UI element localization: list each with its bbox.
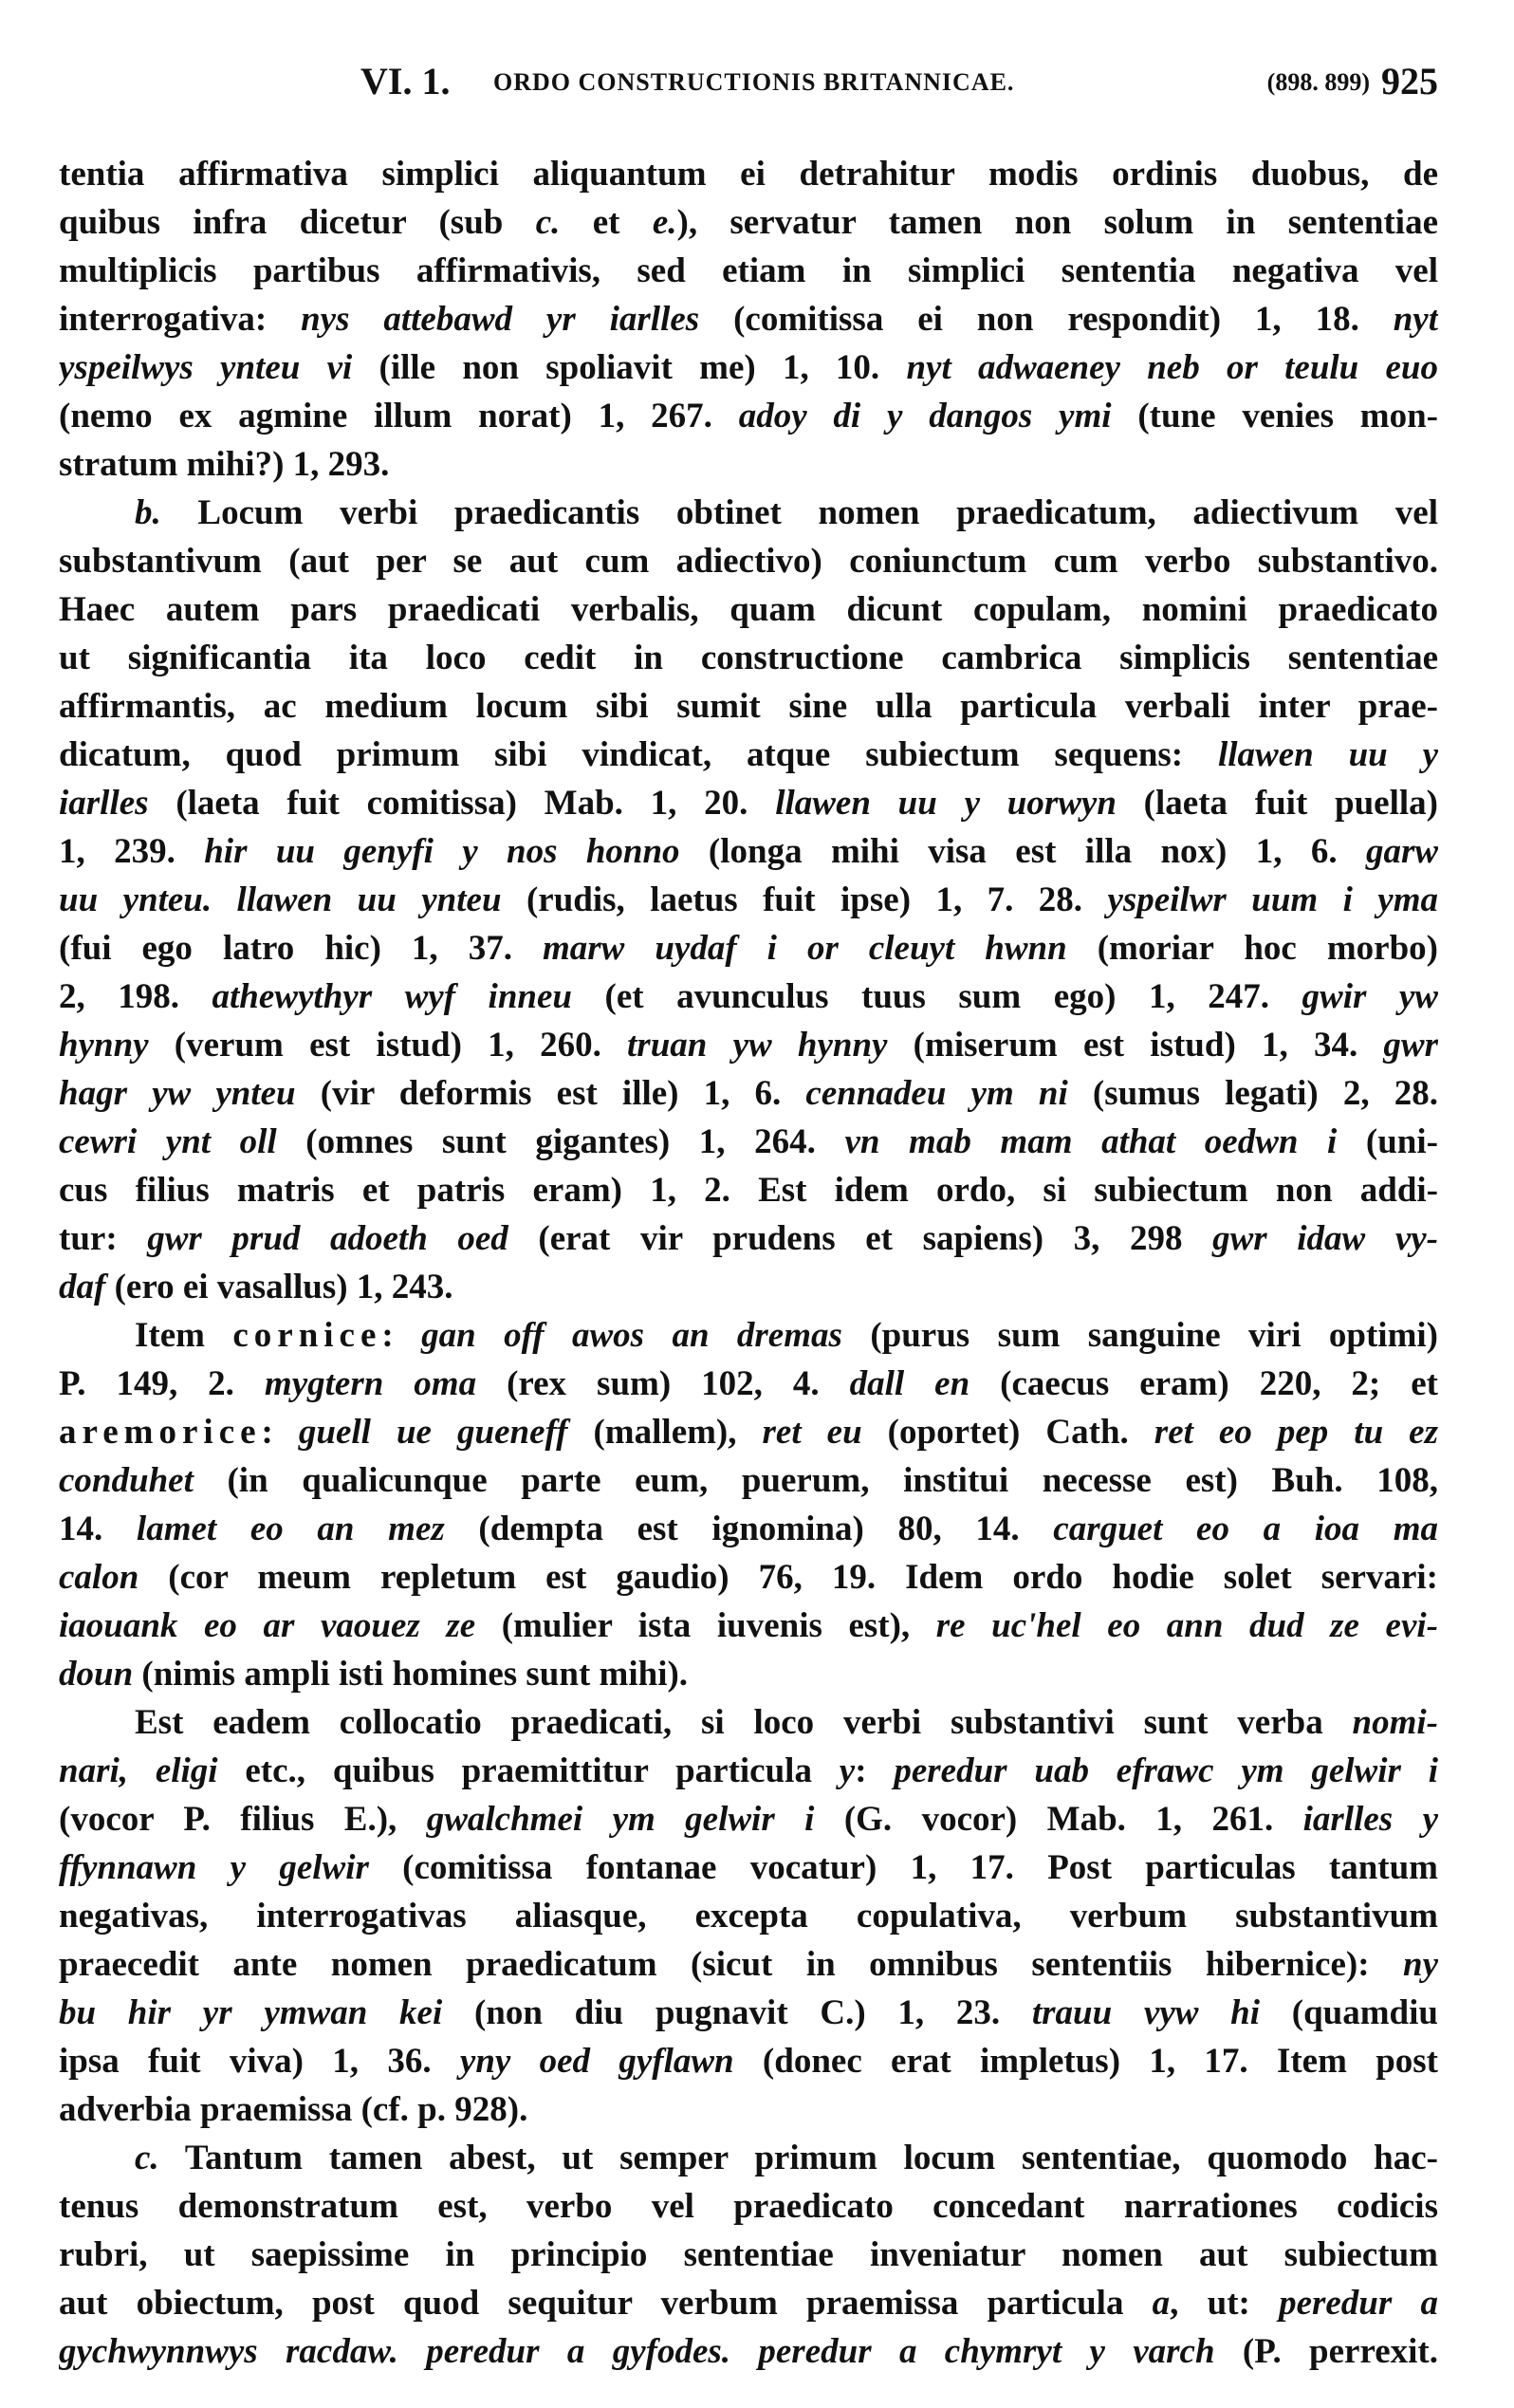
latin-text: et <box>560 203 653 242</box>
text-line <box>59 537 1438 585</box>
text-line <box>59 1553 1438 1602</box>
italic-citation: hir uu genyfi y nos honno <box>204 832 680 871</box>
italic-citation: iaouank eo ar vaouez ze <box>59 1606 476 1645</box>
latin-text: cus filius matris et patris eram) 1, 2. Est idem ordo, si subiectum non addi- <box>59 1171 1438 1210</box>
italic-citation: calon <box>59 1558 139 1597</box>
text-line <box>59 1311 1438 1360</box>
latin-text: (laeta fuit puella) <box>1116 784 1438 823</box>
latin-text: (nemo ex agmine illum norat) 1, 267. <box>59 397 739 435</box>
italic-citation: gychwynnwys racdaw. peredur a gyfodes. peredur a chymryt y varch <box>59 2332 1215 2371</box>
latin-text: affirmantis, ac medium locum sibi sumit sine ulla particula verbali inter prae- <box>59 687 1438 726</box>
text-line <box>59 731 1438 779</box>
latin-text: (quamdiu <box>1260 1993 1438 2032</box>
italic-citation: nyt adwaeney neb or teulu euo <box>906 348 1438 387</box>
latin-text: substantivum (aut per se aut cum adiectivo) coniunctum cum verbo substantivo. <box>59 542 1438 581</box>
latin-text: P. 149, 2. <box>59 1364 265 1403</box>
italic-citation: e. <box>652 203 677 242</box>
text-line <box>59 247 1438 295</box>
italic-citation: re uc'hel eo ann dud ze evi- <box>935 1606 1438 1645</box>
text-line <box>59 1456 1438 1505</box>
text-line <box>59 2182 1438 2231</box>
latin-text: (cor meum repletum est gaudio) 76, 19. Idem ordo hodie solet servari: <box>138 1558 1438 1597</box>
latin-text: (comitissa fontanae vocatur) 1, 17. Post particulas tantum <box>368 1848 1438 1887</box>
text-line <box>59 634 1438 682</box>
latin-text: (vir deformis est ille) 1, 6. <box>295 1074 806 1113</box>
italic-citation: llawen uu y uorwyn <box>775 784 1117 823</box>
italic-citation: nyt <box>1393 300 1438 339</box>
text-line <box>59 1263 1438 1311</box>
text-line <box>59 2037 1438 2085</box>
italic-citation: y <box>839 1751 856 1790</box>
latin-text: (mulier ista iuvenis est), <box>475 1606 936 1645</box>
italic-citation: nys attebawd yr iarlles <box>301 300 700 339</box>
text-line <box>59 1021 1438 1069</box>
latin-text: (moriar hoc morbo) <box>1066 929 1438 968</box>
text-line <box>59 827 1438 876</box>
latin-text: 14. <box>59 1510 137 1548</box>
italic-citation: bu hir yr ymwan kei <box>59 1993 443 2032</box>
text-line <box>59 779 1438 827</box>
latin-text: aut obiectum, post quod sequitur verbum praemissa particula <box>59 2284 1153 2323</box>
italic-citation: ret eo pep tu ez <box>1154 1413 1438 1452</box>
text-line <box>59 2279 1438 2327</box>
text-line <box>59 585 1438 634</box>
text-line <box>59 1360 1438 1408</box>
latin-text: (non diu pugnavit C.) 1, 23. <box>442 1993 1032 2032</box>
latin-text: (donec erat impletus) 1, 17. Item post <box>733 2042 1438 2081</box>
text-line <box>59 198 1438 247</box>
latin-text: (G. vocor) Mab. 1, 261. <box>814 1800 1303 1839</box>
section-reference: (898. 899) <box>1266 68 1370 96</box>
text-line <box>59 1069 1438 1118</box>
italic-citation: ny <box>1403 1945 1438 1984</box>
latin-text: (tune venies mon- <box>1111 397 1438 435</box>
text-line <box>59 295 1438 343</box>
text-line <box>59 924 1438 972</box>
latin-text: , ut: <box>1170 2284 1280 2323</box>
latin-text: ut significantia ita loco cedit in constructione cambrica simplicis sententiae <box>59 639 1438 677</box>
italic-citation: nomi- <box>1352 1703 1438 1742</box>
running-header <box>360 59 1438 106</box>
italic-citation: yny oed gyflawn <box>459 2042 734 2081</box>
latin-text: (laeta fuit comitissa) Mab. 1, 20. <box>148 784 776 823</box>
latin-text: (comitissa ei non respondit) 1, 18. <box>699 300 1394 339</box>
text-line <box>59 1505 1438 1553</box>
italic-citation: ffynnawn y gelwir <box>59 1848 369 1887</box>
italic-citation: gwr idaw vy- <box>1212 1219 1438 1258</box>
italic-citation: uu ynteu. llawen uu ynteu <box>59 880 502 919</box>
latin-text: quibus infra dicetur (sub <box>59 203 536 242</box>
latin-text: (ero ei vasallus) 1, 243. <box>105 1268 453 1306</box>
spaced-term: aremorice <box>59 1413 262 1452</box>
italic-citation: gwr <box>1383 1026 1438 1065</box>
latin-text: tentia affirmativa simplici aliquantum ei detrahitur modis ordinis duobus, de <box>59 155 1438 194</box>
latin-text: (sumus legati) 2, 28. <box>1067 1074 1438 1113</box>
italic-citation: yspeilwr uum i yma <box>1107 880 1438 919</box>
latin-text: praecedit ante nomen praedicatum (sicut in omnibus sententiis hibernice): <box>59 1945 1403 1984</box>
latin-text: (in qualicunque parte eum, puerum, institui necesse est) Buh. 108, <box>193 1461 1438 1500</box>
italic-citation: gan off awos an dremas <box>421 1316 842 1355</box>
italic-citation: yspeilwys ynteu vi <box>59 348 353 387</box>
italic-citation: doun <box>59 1655 134 1694</box>
text-line <box>59 1892 1438 1940</box>
italic-citation: mygtern oma <box>264 1364 477 1403</box>
italic-citation: iarlles y <box>1302 1800 1438 1839</box>
italic-citation: guell ue gueneff <box>298 1413 568 1452</box>
latin-text: etc., quibus praemittitur particula <box>217 1751 840 1790</box>
italic-citation: ret eu <box>762 1413 862 1452</box>
latin-text: (purus sum sanguine viri optimi) <box>841 1316 1438 1355</box>
text-line <box>59 440 1438 489</box>
latin-text: (ille non spoliavit me) 1, 10. <box>352 348 907 387</box>
italic-citation: gwr prud adoeth oed <box>147 1219 508 1258</box>
latin-text: negativas, interrogativas aliasque, excepta copulativa, verbum substantivum <box>59 1897 1438 1936</box>
italic-citation: c. <box>135 2139 159 2177</box>
latin-text: dicatum, quod primum sibi vindicat, atque subiectum sequens: <box>59 735 1218 774</box>
italic-citation: iarlles <box>59 784 149 823</box>
latin-text: Locum verbi praedicantis obtinet nomen praedicatum, adiectivum vel <box>160 493 1438 532</box>
text-line <box>59 2327 1438 2376</box>
text-line <box>59 150 1438 198</box>
italic-citation: carguet eo a ioa ma <box>1053 1510 1438 1548</box>
italic-citation: a <box>1152 2284 1171 2323</box>
italic-citation: nari, eligi <box>59 1751 218 1790</box>
italic-citation: peredur uab efrawc ym gelwir i <box>894 1751 1438 1790</box>
text-line <box>59 1602 1438 1650</box>
latin-text: (mallem), <box>567 1413 763 1452</box>
latin-text: adverbia praemissa (cf. p. 928). <box>59 2090 528 2129</box>
italic-citation: gwalchmei ym gelwir i <box>426 1800 815 1839</box>
italic-citation: conduhet <box>59 1461 194 1500</box>
italic-citation: hagr yw ynteu <box>59 1074 296 1113</box>
text-line <box>59 1214 1438 1263</box>
latin-text: Tantum tamen abest, ut semper primum locum sententiae, quomodo hac- <box>158 2139 1438 2177</box>
italic-citation: adoy di y dangos ymi <box>738 397 1112 435</box>
text-line <box>59 2085 1438 2134</box>
italic-citation: cennadeu ym ni <box>805 1074 1068 1113</box>
latin-text: (caecus eram) 220, 2; et <box>969 1364 1438 1403</box>
text-line <box>59 682 1438 731</box>
latin-text: (erat vir prudens et sapiens) 3, 298 <box>508 1219 1213 1258</box>
text-line <box>59 2134 1438 2182</box>
text-line <box>59 1650 1438 1698</box>
latin-text: (rudis, laetus fuit ipse) 1, 7. 28. <box>501 880 1108 919</box>
text-line <box>59 1166 1438 1214</box>
section-number: VI. 1. <box>360 60 451 102</box>
italic-citation: c. <box>535 203 561 242</box>
italic-citation: garw <box>1365 832 1438 871</box>
latin-text: (omnes sunt gigantes) 1, 264. <box>276 1122 845 1161</box>
latin-text: (P. perrexit. <box>1214 2332 1438 2371</box>
text-line <box>59 343 1438 392</box>
italic-citation: dall en <box>849 1364 970 1403</box>
latin-text: multiplicis partibus affirmativis, sed etiam in simplici sententia negativa vel <box>59 251 1438 290</box>
italic-citation: llawen uu y <box>1217 735 1438 774</box>
text-line <box>59 876 1438 924</box>
latin-text: (uni- <box>1337 1122 1438 1161</box>
page-number: 925 <box>1381 60 1438 102</box>
italic-citation: vn mab mam athat oedwn i <box>844 1122 1338 1161</box>
text-line <box>59 1843 1438 1892</box>
italic-citation: peredur a <box>1279 2284 1438 2323</box>
running-title: ORDO CONSTRUCTIONIS BRITANNICAE. <box>493 68 1015 96</box>
italic-citation: gwir yw <box>1302 977 1438 1016</box>
latin-text: rubri, ut saepissime in principio sententiae inveniatur nomen aut subiectum <box>59 2235 1438 2274</box>
text-line <box>59 1698 1438 1747</box>
latin-text: stratum mihi?) 1, 293. <box>59 445 390 484</box>
text-line <box>59 489 1438 537</box>
latin-text: (vocor P. filius E.), <box>59 1800 427 1839</box>
latin-text: Haec autem pars praedicati verbalis, quam dicunt copulam, nomini praedicato <box>59 590 1438 629</box>
latin-text: Est eadem collocatio praedicati, si loco verbi substantivi sunt verba <box>135 1703 1353 1742</box>
italic-citation: trauu vyw hi <box>1031 1993 1261 2032</box>
latin-text: (longa mihi visa est illa nox) 1, 6. <box>679 832 1366 871</box>
text-line <box>59 392 1438 440</box>
text-line <box>59 1408 1438 1456</box>
spaced-term: cornice <box>232 1316 382 1355</box>
text-line <box>59 972 1438 1021</box>
latin-text: 2, 198. <box>59 977 212 1016</box>
latin-text: (verum est istud) 1, 260. <box>148 1026 628 1065</box>
latin-text: (dempta est ignomina) 80, 14. <box>444 1510 1054 1548</box>
text-line <box>59 1940 1438 1989</box>
latin-text: ipsa fuit viva) 1, 36. <box>59 2042 460 2081</box>
latin-text: (rex sum) 102, 4. <box>476 1364 850 1403</box>
italic-citation: daf <box>59 1268 106 1306</box>
latin-text: ), servatur tamen non solum in sententiae <box>676 203 1438 242</box>
latin-text: (nimis ampli isti homines sunt mihi). <box>133 1655 689 1694</box>
latin-text: : <box>261 1413 299 1452</box>
text-line <box>59 2231 1438 2279</box>
latin-text: (fui ego latro hic) 1, 37. <box>59 929 543 968</box>
latin-text: (miserum est istud) 1, 34. <box>887 1026 1384 1065</box>
latin-text: : <box>381 1316 422 1355</box>
latin-text: (oportet) Cath. <box>861 1413 1154 1452</box>
italic-citation: marw uydaf i or cleuyt hwnn <box>542 929 1067 968</box>
latin-text: interrogativa: <box>59 300 302 339</box>
italic-citation: athewythyr wyf inneu <box>212 977 572 1016</box>
text-line <box>59 1795 1438 1843</box>
latin-text: tenus demonstratum est, verbo vel praedicato concedant narrationes codicis <box>59 2187 1438 2226</box>
italic-citation: cewri ynt oll <box>59 1122 277 1161</box>
italic-citation: lamet eo an mez <box>136 1510 445 1548</box>
latin-text: 1, 239. <box>59 832 205 871</box>
text-line <box>59 1118 1438 1166</box>
italic-citation: truan yw hynny <box>627 1026 888 1065</box>
body-text <box>59 150 1438 2376</box>
latin-text: Item <box>135 1316 233 1355</box>
text-line <box>59 1989 1438 2037</box>
italic-citation: hynny <box>59 1026 149 1065</box>
latin-text: : <box>855 1751 895 1790</box>
italic-citation: b. <box>135 493 161 532</box>
text-line <box>59 1747 1438 1795</box>
latin-text: (et avunculus tuus sum ego) 1, 247. <box>571 977 1302 1016</box>
latin-text: tur: <box>59 1219 148 1258</box>
